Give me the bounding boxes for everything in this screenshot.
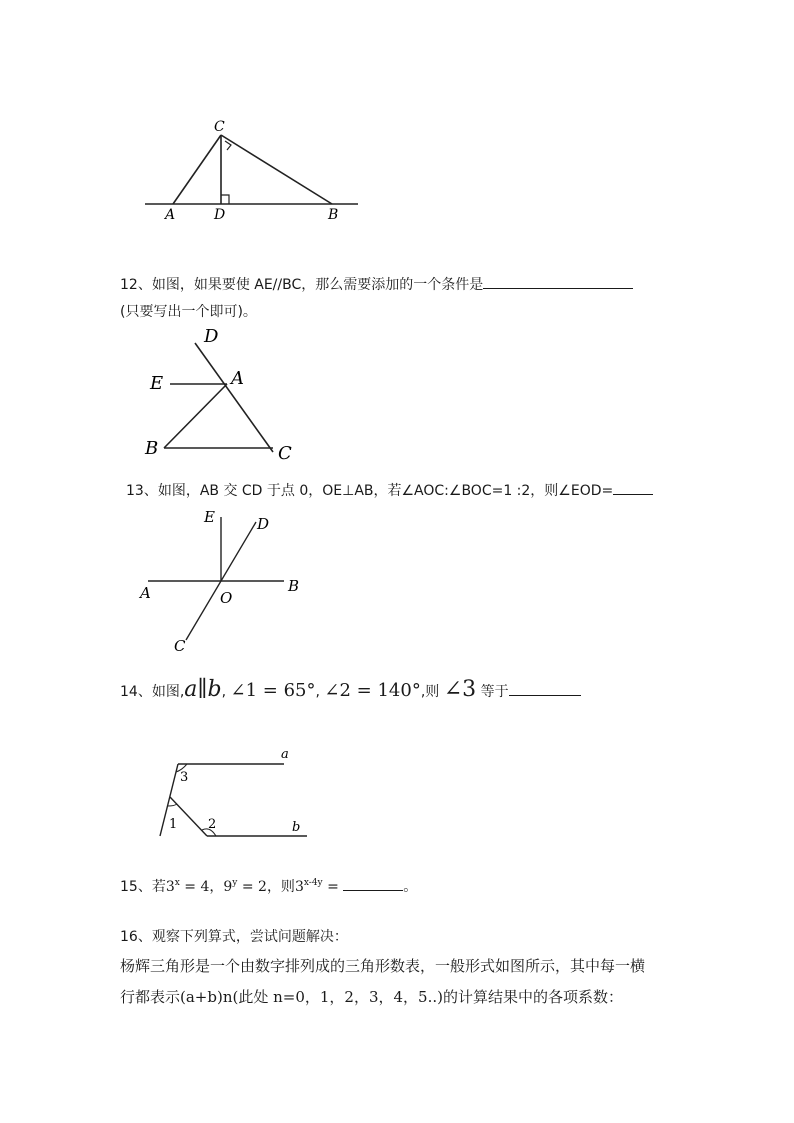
label-b: B <box>145 438 159 459</box>
label-d: D <box>214 207 226 223</box>
expression-3-pow-x-minus-4y <box>295 879 339 895</box>
answer-blank-13[interactable] <box>613 480 653 495</box>
exponent: x-4y <box>303 878 323 888</box>
label-angle-3: 3 <box>180 770 189 785</box>
label-e: E <box>204 508 215 526</box>
answer-blank-15[interactable] <box>343 876 403 891</box>
asked-angle-3: ∠3 <box>443 677 477 702</box>
label-a: A <box>231 368 244 389</box>
separator: ，则 <box>266 879 295 895</box>
question-12-line2: (只要写出一个即可)。 <box>120 304 257 320</box>
answer-blank-12[interactable] <box>483 274 633 289</box>
question-16-body-line2: 行都表示(a+b)n(此处 n=0，1，2，3，4，5..)的计算结果中的各项系数： <box>120 988 623 1006</box>
label-d: D <box>257 515 270 533</box>
figure-q12 <box>140 325 310 465</box>
segment-ac <box>173 135 221 204</box>
label-b: B <box>328 207 339 223</box>
condition-parallel: a∥b <box>184 677 222 702</box>
label-e: E <box>150 373 164 394</box>
question-12-text: 12、如图，如果要使 AE//BC，那么需要添加的一个条件是 <box>120 277 484 293</box>
label-b: b <box>292 820 301 835</box>
base: 3 <box>165 879 175 895</box>
label-c: C <box>174 637 186 655</box>
segment-cb <box>221 135 332 204</box>
question-15-prefix: 15、若 <box>120 879 166 895</box>
exponent: y <box>232 878 238 888</box>
question-14-prefix: 14、如图, <box>120 684 185 700</box>
equals-sign: = <box>322 879 339 895</box>
separator: ,则 <box>420 684 440 700</box>
label-b: B <box>288 577 300 595</box>
figure-q14 <box>150 740 320 845</box>
question-14-suffix: 等于 <box>480 684 509 700</box>
right-angle-mark-c <box>225 141 231 150</box>
expression-9-pow-y <box>223 879 267 895</box>
label-angle-2: 2 <box>208 817 217 832</box>
label-c: C <box>278 443 292 464</box>
equals-value: = 4 <box>179 879 210 895</box>
separator: , <box>315 684 320 700</box>
label-a: A <box>165 207 176 223</box>
equals-value: = 2 <box>237 879 267 895</box>
question-14-line <box>120 672 581 710</box>
label-o: O <box>220 589 233 607</box>
question-16-title: 16、观察下列算式，尝试问题解决： <box>120 929 348 945</box>
segment-ab <box>164 384 227 448</box>
arc-angle-1 <box>168 804 177 806</box>
label-a: a <box>281 747 289 762</box>
question-15-line <box>120 873 417 897</box>
label-d: D <box>204 326 219 347</box>
question-13-line <box>126 480 653 501</box>
figure-q13 <box>138 500 318 660</box>
base: 3 <box>294 879 304 895</box>
question-12-line1 <box>120 274 633 295</box>
label-c: C <box>214 119 225 135</box>
base: 9 <box>223 879 233 895</box>
condition-angle-1: ∠1 = 65° <box>230 680 316 701</box>
question-16-body-line1: 杨辉三角形是一个由数字排列成的三角形数表，一般形式如图所示，其中每一横 <box>120 957 646 975</box>
label-a: A <box>140 584 151 602</box>
question-13-text: 13、如图，AB 交 CD 于点 0，OE⊥AB，若∠AOC:∠BOC=1 :2，则∠EOD= <box>126 483 614 499</box>
answer-blank-14[interactable] <box>509 681 581 696</box>
expression-3-pow-x <box>166 879 210 895</box>
right-angle-mark-d <box>221 195 229 204</box>
line-dc <box>195 343 273 452</box>
condition-angle-2: ∠2 = 140° <box>324 680 421 701</box>
figure-right-triangle-altitude <box>140 115 370 227</box>
separator: , <box>221 684 227 700</box>
question-15-suffix: 。 <box>403 879 418 895</box>
label-angle-1: 1 <box>169 817 178 832</box>
exponent: x <box>174 878 180 888</box>
separator: ， <box>209 879 224 895</box>
